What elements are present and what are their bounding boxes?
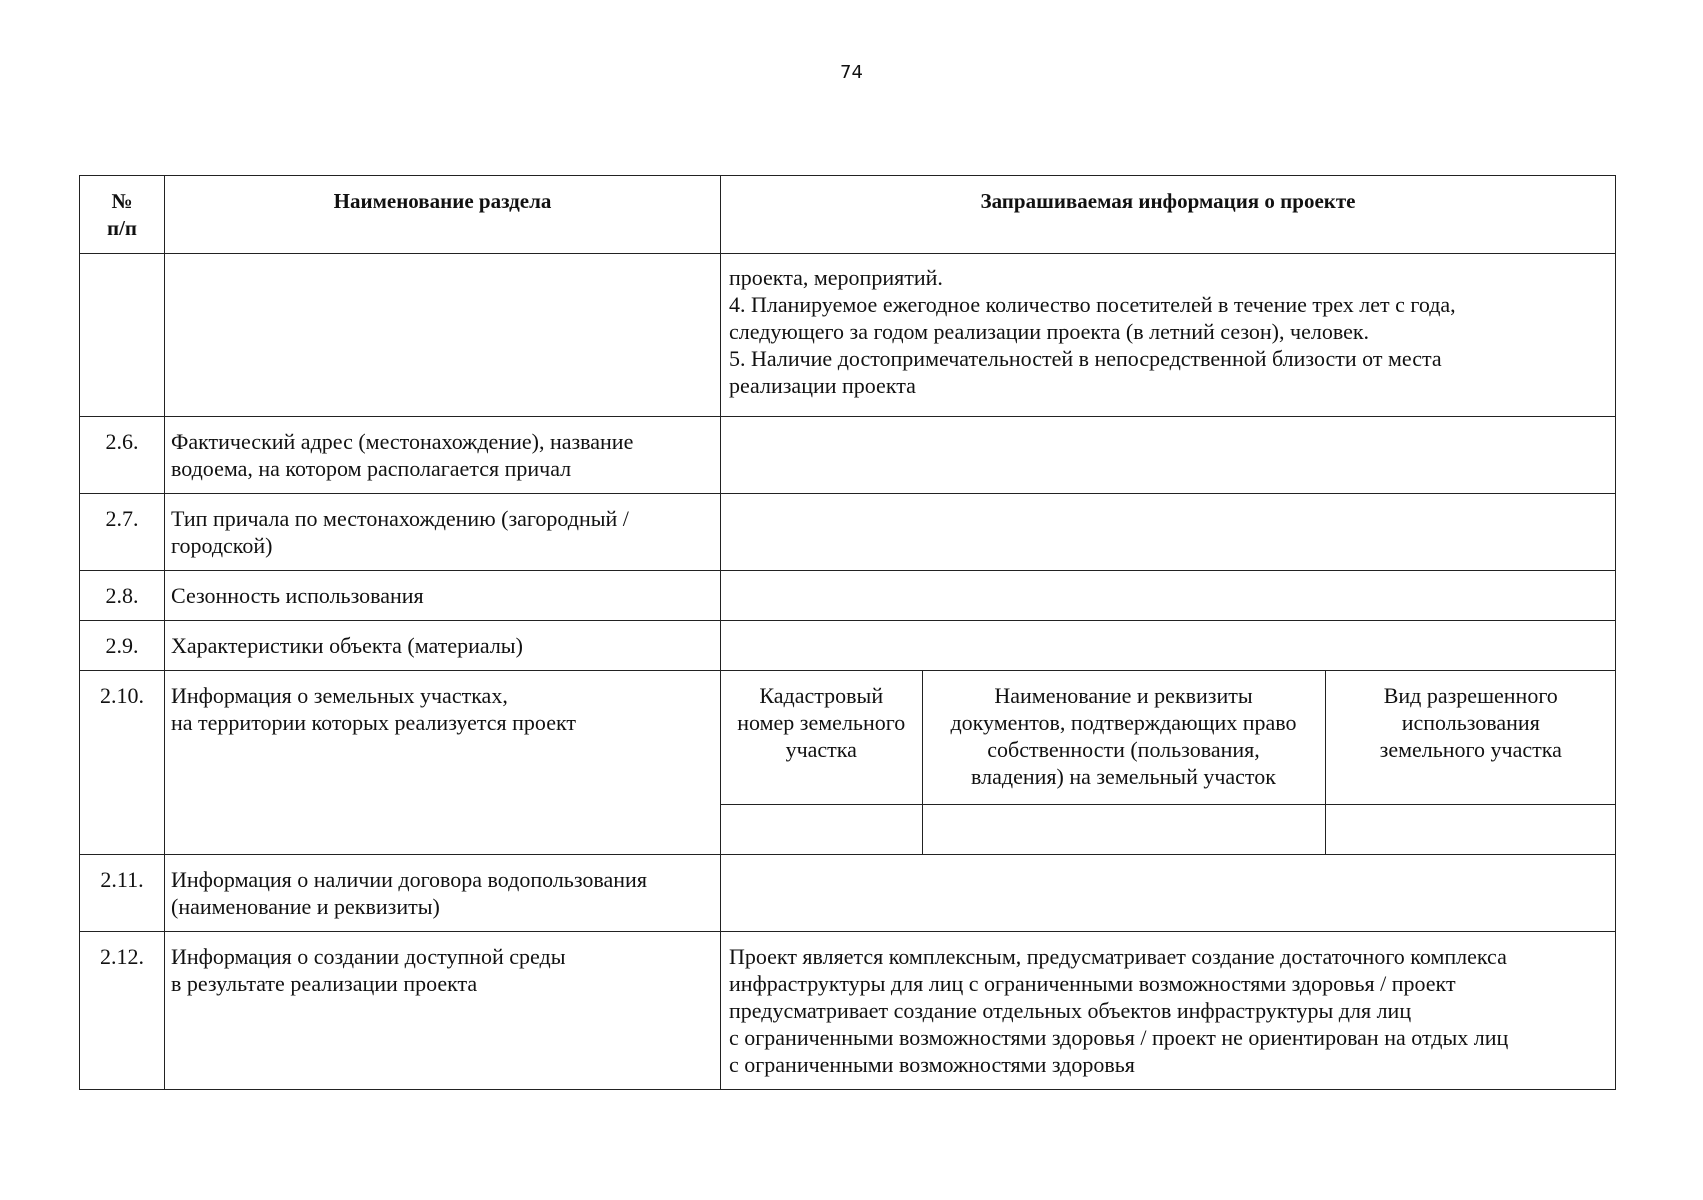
row-num: 2.7. [80, 494, 165, 571]
land-header-line: использования [1401, 710, 1540, 735]
row-name-line: Характеристики объекта (материалы) [171, 633, 523, 658]
row-name-line: (наименование и реквизиты) [171, 894, 440, 919]
row-name-cell [165, 254, 721, 417]
land-header-line: Наименование и реквизиты [994, 683, 1253, 708]
continuation-line: 5. Наличие достопримечательностей в непосредственной близости от места [729, 346, 1442, 371]
page-number: 74 [840, 62, 863, 83]
table-row-2-11 [80, 855, 1616, 932]
row-info-empty [721, 494, 1616, 571]
land-cell-empty [922, 804, 1325, 854]
row-num-cell [80, 254, 165, 417]
land-header-line: Вид разрешенного [1383, 683, 1558, 708]
row-name-line: городской) [171, 533, 273, 558]
continuation-line: 4. Планируемое ежегодное количество посетителей в течение трех лет с года, [729, 292, 1456, 317]
info-line: с ограниченными возможностями здоровья [729, 1052, 1135, 1077]
row-num: 2.6. [80, 417, 165, 494]
row-section-name [165, 855, 721, 932]
row-name-line: на территории которых реализуется проект [171, 710, 576, 735]
row-section-name [165, 494, 721, 571]
table-row-2-8 [80, 571, 1616, 621]
accessible-environment-info [721, 932, 1616, 1090]
row-name-line: Информация о земельных участках, [171, 683, 508, 708]
row-section-name [165, 417, 721, 494]
row-name-line: Информация о наличии договора водопользования [171, 867, 647, 892]
header-section-name: Наименование раздела [165, 176, 721, 254]
table-row-2-10 [80, 671, 1616, 855]
row-name-line: Фактический адрес (местонахождение), название [171, 429, 634, 454]
table-row-2-7 [80, 494, 1616, 571]
row-section-name [165, 571, 721, 621]
info-line: Проект является комплексным, предусматривает создание достаточного комплекса [729, 944, 1507, 969]
row-num: 2.9. [80, 621, 165, 671]
row-name-line: Тип причала по местонахождению (загородный / [171, 506, 629, 531]
row-name-line: Информация о создании доступной среды [171, 944, 566, 969]
row-name-line: Сезонность использования [171, 583, 424, 608]
row-name-line: водоема, на котором располагается причал [171, 456, 572, 481]
land-cell-empty [1325, 804, 1616, 854]
land-plots-header-row [721, 671, 1616, 804]
table-row-continuation [80, 254, 1616, 417]
row-info-empty [721, 855, 1616, 932]
land-plots-cell [721, 671, 1616, 855]
header-row [80, 176, 1616, 254]
continuation-line: реализации проекта [729, 373, 916, 398]
row-num: 2.12. [80, 932, 165, 1090]
table-row-2-6 [80, 417, 1616, 494]
land-header-line: Кадастровый [759, 683, 884, 708]
header-num [80, 176, 165, 254]
header-num-line-1: № [111, 189, 133, 213]
land-header-line: земельного участка [1379, 737, 1562, 762]
row-info-empty [721, 571, 1616, 621]
header-num-line-2: п/п [106, 216, 138, 240]
land-header-permitted-use [1325, 671, 1616, 804]
continuation-line: следующего за годом реализации проекта (в летний сезон), человек. [729, 319, 1370, 344]
land-header-line: владения) на земельный участок [971, 764, 1276, 789]
table-row-2-9 [80, 621, 1616, 671]
info-line: с ограниченными возможностями здоровья / проект не ориентирован на отдых лиц [729, 1025, 1509, 1050]
row-num: 2.10. [80, 671, 165, 855]
row-section-name [165, 621, 721, 671]
land-header-line: собственности (пользования, [987, 737, 1260, 762]
row-info-cell [721, 254, 1616, 417]
land-plots-empty-row [721, 804, 1616, 854]
row-num: 2.11. [80, 855, 165, 932]
info-line: инфраструктуры для лиц с ограниченными возможностями здоровья / проект [729, 971, 1456, 996]
land-header-line: документов, подтверждающих право [950, 710, 1297, 735]
land-header-ownership-documents [922, 671, 1325, 804]
land-header-cadastral-number [721, 671, 922, 804]
land-header-line: номер земельного [737, 710, 906, 735]
row-info-empty [721, 417, 1616, 494]
table-row-2-12 [80, 932, 1616, 1090]
land-plots-table [721, 671, 1616, 854]
info-line: предусматривает создание отдельных объектов инфраструктуры для лиц [729, 998, 1412, 1023]
land-header-line: участка [785, 737, 857, 762]
row-section-name [165, 932, 721, 1090]
land-cell-empty [721, 804, 922, 854]
project-info-table [79, 175, 1616, 1090]
header-requested-info: Запрашиваемая информация о проекте [721, 176, 1616, 254]
row-name-line: в результате реализации проекта [171, 971, 478, 996]
continuation-line: проекта, мероприятий. [729, 265, 943, 290]
row-info-empty [721, 621, 1616, 671]
row-num: 2.8. [80, 571, 165, 621]
row-section-name [165, 671, 721, 855]
